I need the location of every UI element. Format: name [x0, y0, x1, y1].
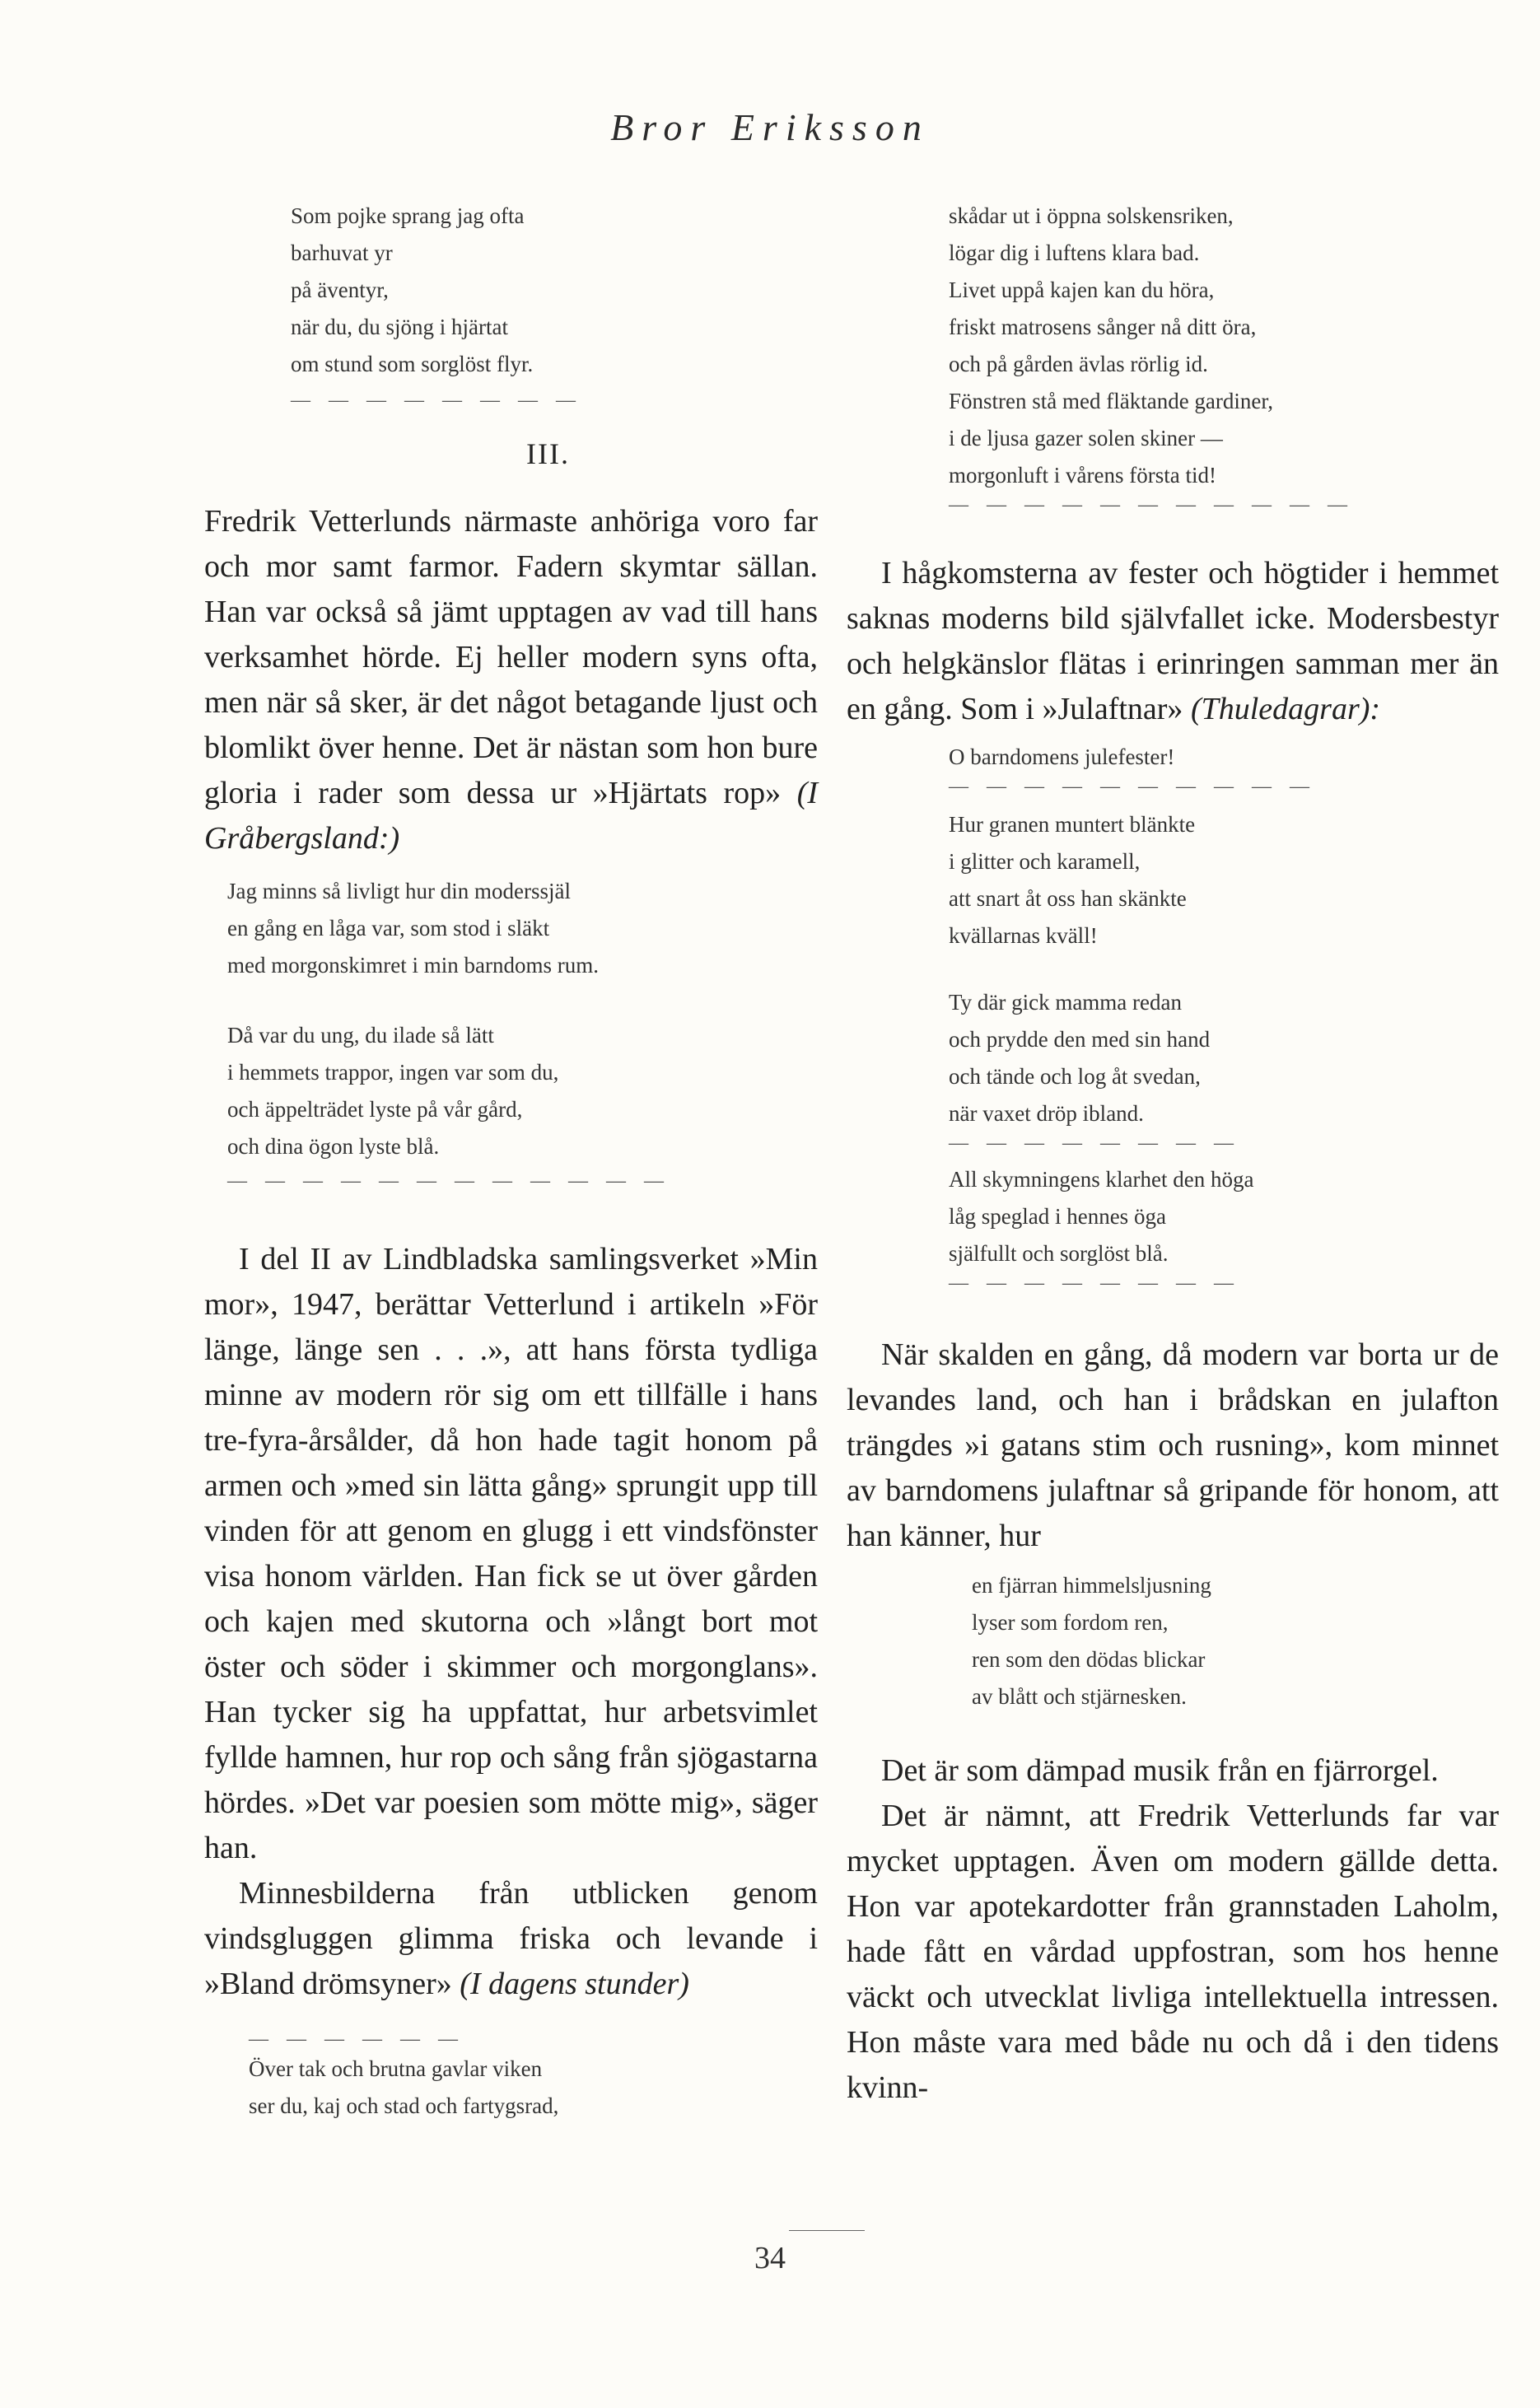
dash-separator: — — — — — — — — [949, 1272, 1240, 1294]
section-number: III. [526, 437, 570, 470]
running-head: Bror Eriksson [610, 106, 930, 148]
poem-moderssjal [227, 873, 818, 984]
paragraph-memory-images: Minnesbilderna från utblicken genom vindsgluggen glimma friska och levande i »Bland drömsyner» (I dagens stunder) [204, 1876, 818, 2001]
verse-line: en gång en låga var, som stod i släkt [227, 916, 550, 940]
verse-line: med morgonskimret i min barndoms rum. [227, 953, 599, 978]
verse-line: Fönstren stå med fläktande gardiner, [949, 389, 1274, 413]
poem-mamma [949, 984, 1499, 1132]
verse-line: av blått och stjärnesken. [972, 1684, 1187, 1709]
dash-separator: — — — — — — — — — — — — [227, 1170, 670, 1192]
verse-line: när du, du sjöng i hjärtat [291, 315, 508, 339]
verse-line: och dina ögon lyste blå. [227, 1134, 440, 1159]
dash-separator: — — — — — — — — [949, 1132, 1240, 1154]
verse-line: ren som den dödas blickar [972, 1647, 1206, 1672]
poem-over-tak [249, 2051, 818, 2125]
left-column [204, 198, 818, 2125]
verse-line: lyser som fordom ren, [972, 1610, 1169, 1635]
poem-da-var-du-ung [227, 1017, 818, 1165]
verse-line: Jag minns så livligt hur din moderssjäl [227, 879, 571, 903]
verse-line: lögar dig i luftens klara bad. [949, 240, 1200, 265]
poem-skymningens-klarhet [949, 1161, 1499, 1272]
verse-line: Hur granen muntert blänkte [949, 812, 1196, 837]
verse-line: morgonluft i vårens första tid! [949, 463, 1216, 488]
verse-line: All skymningens klarhet den höga [949, 1167, 1254, 1192]
poem-childhood [291, 198, 818, 383]
paragraph-skalden: När skalden en gång, då modern var borta ur de levandes land, och han i brådskan en julafton trängdes »i gatans stim och rusning», kom minnet av barndomens julaftnar så gripande för honom, att han känner, hur [847, 1337, 1499, 1553]
verse-line: skådar ut i öppna solskensriken, [949, 203, 1234, 228]
verse-line: och äppelträdet lyste på vår gård, [227, 1097, 523, 1122]
verse-line: barhuvat yr [291, 240, 393, 265]
footer-rule [789, 2230, 865, 2231]
paragraph-holidays: I hågkomsterna av fester och högtider i hemmet saknas moderns bild självfallet icke. Modersbestyr och helgkänslor flätas i erinringen samman mer än en gång. Som i »Julaftnar» (Thuledagrar): [847, 556, 1499, 726]
dash-separator: — — — — — — — — [291, 390, 582, 411]
verse-line: att snart åt oss han skänkte [949, 886, 1187, 911]
poem-barndomens-julefester [949, 739, 1499, 776]
verse-line: själfullt och sorglöst blå. [949, 1241, 1169, 1266]
paragraph-relatives: Fredrik Vetterlunds närmaste anhöriga voro far och mor samt farmor. Fadern skymtar sällan. Han var också så jämt upptagen av vad till hans verksamhet hörde. Ej heller modern syns ofta, men när så sker, är det något betagande ljust och blomlikt över henne. Det är nästan som hon bure gloria i rader som dessa ur »Hjärtats rop» (I Gråbergsland:) [204, 504, 818, 856]
dash-separator: — — — — — — — — — — — [949, 494, 1354, 516]
verse-line: på äventyr, [291, 278, 389, 302]
paragraph-mother-background: Det är nämnt, att Fredrik Vetterlunds far var mycket upptagen. Även om modern gällde detta. Hon var apotekardotter från grannstaden Laholm, hade fått en vårdad uppfostran, som hos henne väckt och utvecklat livliga intellektuella intressen. Hon måste vara med både nu och då i den tidens kvinn- [847, 1799, 1499, 2105]
verse-line: om stund som sorglöst flyr. [291, 352, 534, 376]
verse-line: och prydde den med sin hand [949, 1027, 1211, 1052]
dash-separator: — — — — — — — — — — [949, 776, 1316, 797]
poem-himmelsljusning [972, 1567, 1499, 1715]
verse-line: låg speglad i hennes öga [949, 1204, 1166, 1229]
verse-line: en fjärran himmelsljusning [972, 1573, 1211, 1598]
page-number: 34 [754, 2241, 786, 2275]
verse-line: i glitter och karamell, [949, 849, 1141, 874]
verse-line: i hemmets trappor, ingen var som du, [227, 1060, 559, 1085]
verse-line: friskt matrosens sånger nå ditt öra, [949, 315, 1257, 339]
verse-line: kvällarnas kväll! [949, 923, 1098, 948]
verse-line: ser du, kaj och stad och fartygsrad, [249, 2093, 559, 2118]
dash-separator: — — — — — — [249, 2028, 464, 2050]
poem-solskensriken [949, 198, 1499, 494]
verse-line: Som pojke sprang jag ofta [291, 203, 525, 228]
verse-line: i de ljusa gazer solen skiner — [949, 426, 1223, 450]
verse-line: Då var du ung, du ilade så lätt [227, 1023, 494, 1048]
verse-line: när vaxet dröp ibland. [949, 1101, 1144, 1126]
verse-line: och på gården ävlas rörlig id. [949, 352, 1208, 376]
poem-granen [949, 806, 1499, 954]
verse-line: Ty där gick mamma redan [949, 990, 1182, 1015]
verse-line: och tände och log åt svedan, [949, 1064, 1201, 1089]
paragraph-fjarrorgel: Det är som dämpad musik från en fjärrorgel. [881, 1753, 1439, 1788]
verse-line: Över tak och brutna gavlar viken [249, 2056, 543, 2081]
verse-line: O barndomens julefester! [949, 744, 1175, 769]
paragraph-first-memory: I del II av Lindbladska samlingsverket »Min mor», 1947, berättar Vetterlund i artikeln »För länge, länge sen . . .», att hans första tydliga minne av modern rör sig om ett tillfälle i hans tre-fyra-årsålder, då hon hade tagit honom på armen och »med sin lätta gång» sprungit upp till vinden för att genom en glugg i ett vindsfönster visa honom världen. Han fick se ut över gården och kajen med skutorna och »långt bort mot öster och söder i skimmer och morgonglans». Han tycker sig ha uppfattat, hur arbetsvimlet fyllde hamnen, hur rop och sång från sjögastarna hördes. »Det var poesien som mötte mig», säger han. [204, 1242, 818, 1865]
right-column [847, 198, 1499, 2111]
verse-line: Livet uppå kajen kan du höra, [949, 278, 1215, 302]
